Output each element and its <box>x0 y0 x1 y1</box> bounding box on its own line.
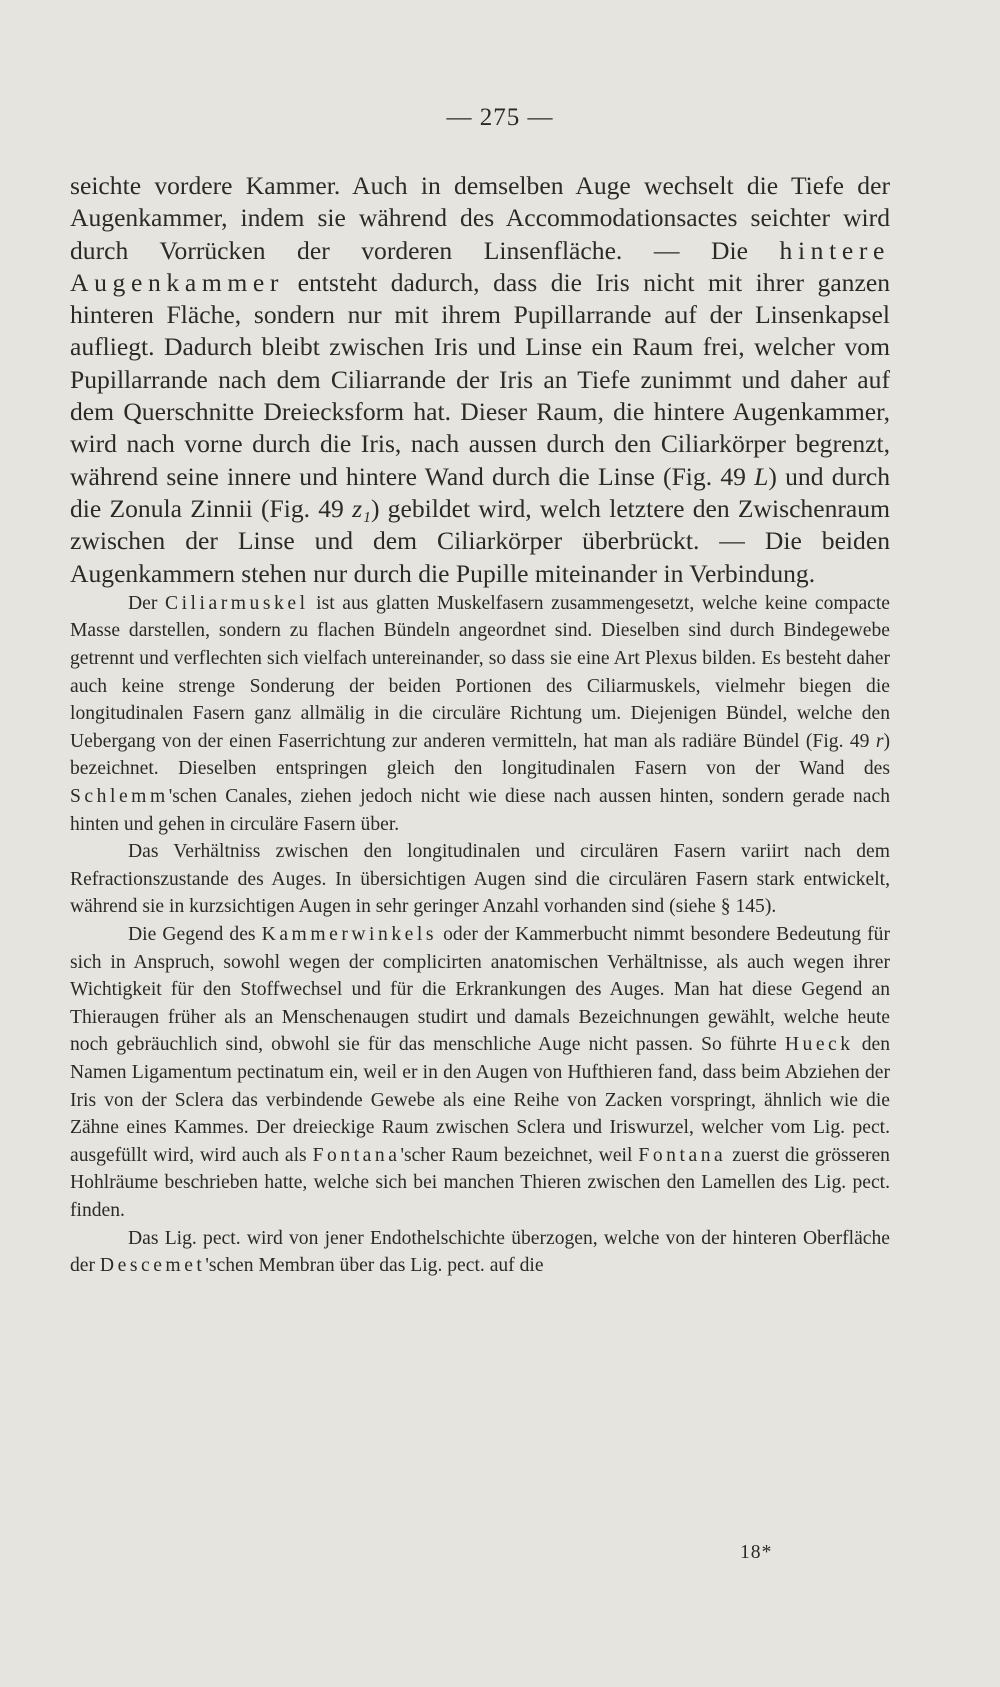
text-run: oder der Kammerbucht nimmt besondere Bedeutung für sich in Anspruch, sowohl wegen der complicirten anatomischen Verhältnisse, als auch wegen ihrer Wichtigkeit für den Stoffwechsel und für die Erkrankungen des Auges. Man hat diese Gegend an Thieraugen früher als an Menschenaugen studirt und damals Bezeichnungen gewählt, welche heute noch gebräuchlich sind, obwohl sie für das menschliche Auge nicht passen. So führte <box>70 923 890 1056</box>
italic-term: L <box>754 461 769 491</box>
spaced-term: Fontana <box>312 1144 401 1166</box>
text-run: Der <box>128 592 165 614</box>
spaced-term: Fontana <box>638 1144 727 1166</box>
paragraph-p5 <box>70 1225 890 1280</box>
text-run: ) gebildet wird, welch letztere den Zwischenraum zwischen der Linse und dem Ciliarkörper überbrückt. — Die beiden Augenkammern stehen nur durch die Pupille miteinander in Verbindung. <box>70 493 890 588</box>
text-run: zuerst die grösseren Hohlräume beschrieben hatte, welche sich bei manchen Thieren zwischen den Lamellen des Lig. pect. finden. <box>70 1144 890 1221</box>
paragraph-p2 <box>70 590 890 838</box>
italic-term: r <box>875 730 884 752</box>
text-run: ) und durch die Zonula Zinnii (Fig. 49 <box>70 461 891 523</box>
text-run: ) bezeichnet. Dieselben entspringen gleich den longitudinalen Fasern von der Wand des <box>70 730 890 780</box>
text-run: den Namen Ligamentum pectinatum ein, weil er in den Augen von Hufthieren fand, dass beim Abziehen der Iris von der Sclera das verbindende Gewebe als eine Reihe von Zacken vorspringt, ähnlich wie die Zähne eines Kammes. Der dreieckige Raum zwischen Sclera und Iriswurzel, welcher vom Lig. pect. ausgefüllt wird, wird auch als <box>70 1034 890 1166</box>
signature-mark: 18* <box>740 1542 773 1563</box>
text-run: Das Verhältniss zwischen den longitudinalen und circulären Fasern variirt nach dem Refractionszustande des Auges. In übersichtigen Augen sind die circulären Fasern stark entwickelt, während sie in kurzsichtigen Augen in sehr geringer Anzahl vorhanden sind (siehe § 145). <box>70 841 890 918</box>
text-run: 'scher Raum bezeichnet, weil <box>400 1144 639 1166</box>
spaced-term: Schlemm <box>70 786 169 808</box>
spaced-term: Kammerwinkels <box>261 923 438 945</box>
text-run: ist aus glatten Muskelfasern zusammengesetzt, welche keine compacte Masse darstellen, sondern zu flachen Bündeln angeordnet sind. Dieselben sind durch Bindegewebe getrennt und verflechten sich vielfach untereinander, so dass sie eine Art Plexus bilden. Es besteht daher auch keine strenge Sonderung der beiden Portionen des Ciliarmuskels, vielmehr biegen die longitudinalen Fasern ganz allmälig in die circuläre Richtung um. Diejenigen Bündel, welche den Uebergang von der einen Faserrichtung zur anderen vermitteln, hat man als radiäre Bündel (Fig. 49 <box>70 592 890 752</box>
paragraph-p1 <box>70 170 890 590</box>
page-number: — 275 — <box>446 104 554 131</box>
spaced-term: Descemet <box>99 1255 206 1277</box>
body-text <box>70 170 890 1280</box>
text-run: Das Lig. pect. wird von jener Endothelschichte überzogen, welche von der hinteren Oberfläche der <box>70 1227 890 1277</box>
text-run: 'schen Membran über das Lig. pect. auf die <box>205 1255 544 1277</box>
italic-term: z₁ <box>352 493 371 523</box>
text-run: 'schen Canales, ziehen jedoch nicht wie diese nach aussen hinten, sondern gerade nach hinten und gehen in circuläre Fasern über. <box>70 786 890 835</box>
paragraph-p3 <box>70 838 890 921</box>
spaced-term: hintere Augenkammer <box>70 235 890 297</box>
text-run: seichte vordere Kammer. Auch in demselben Auge wechselt die Tiefe der Augenkammer, indem sie während des Accommodationsactes seichter wird durch Vorrücken der vorderen Linsenfläche. — Die <box>70 171 890 265</box>
text-run: entsteht dadurch, dass die Iris nicht mit ihrer ganzen hinteren Fläche, sondern nur mit ihrem Pupillarrande auf der Linsenkapsel aufliegt. Dadurch bleibt zwischen Iris und Linse ein Raum frei, welcher vom Pupillarrande nach dem Ciliarrande der Iris an Tiefe zunimmt und daher auf dem Querschnitte Dreiecksform hat. Dieser Raum, die hintere Augenkammer, wird nach vorne durch die Iris, nach aussen durch den Ciliarkörper begrenzt, während seine innere und hintere Wand durch die Linse (Fig. 49 <box>70 267 890 491</box>
paragraph-p4 <box>70 921 890 1225</box>
spaced-term: Ciliarmuskel <box>164 592 309 614</box>
spaced-term: Hueck <box>784 1034 854 1056</box>
text-run: Die Gegend des <box>128 923 262 945</box>
